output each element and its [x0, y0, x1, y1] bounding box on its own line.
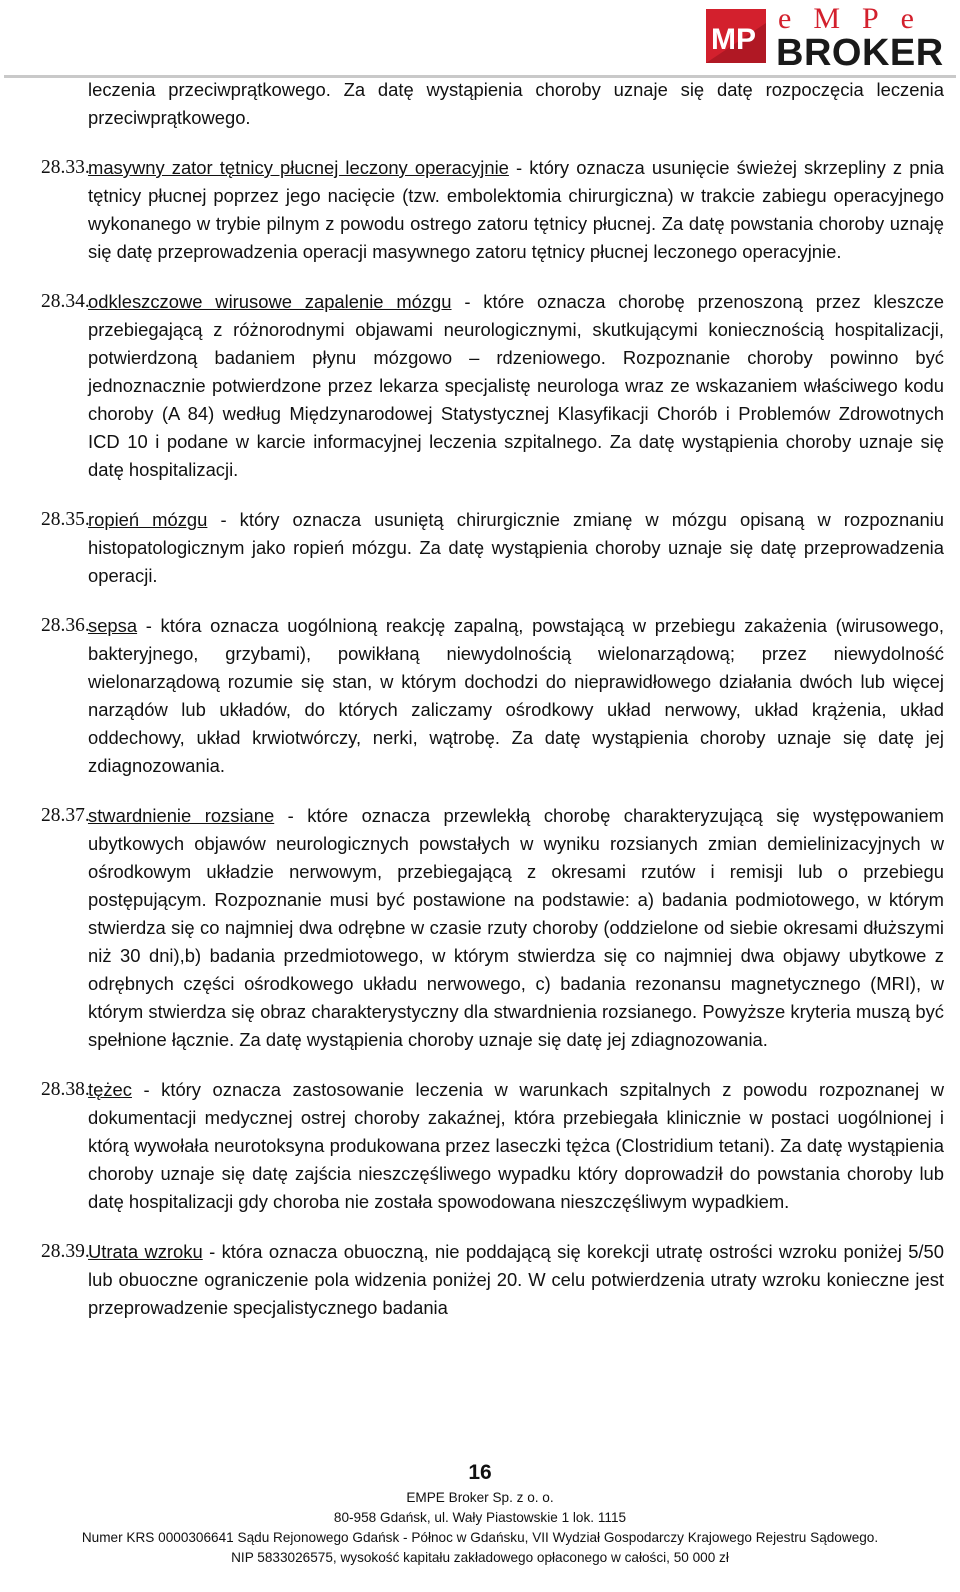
definition-number: 28.39.	[41, 1241, 90, 1262]
definition-number: 28.35.	[41, 509, 90, 530]
definition-term: Utrata wzroku	[88, 1241, 203, 1262]
page-number: 16	[468, 1461, 492, 1484]
definition-text: - który oznacza zastosowanie leczenia w warunkach szpitalnych z powodu rozpoznanej w dokumentacji medycznej ostrej choroby zakaźnej, która przebiegała klinicznie w postaci uogólnionej i którą wywołała neurotoksyna produkowana przez laseczki tężca (Clostridium tetani). Za datę wystąpienia choroby uznaje się datę zajścia nieszczęśliwego wypadku który doprowadził do powstania choroby lub datę hospitalizacji gdy choroba nie została spowodowana nieszczęśliwym wypadkiem.	[88, 1079, 944, 1212]
definition-text: - która oznacza uogólnioną reakcję zapalną, powstającą w przebiegu zakażenia (wirusowego, bakteryjnego, grzybami), powikłaną niewydolnością wielonarządową; przez niewydolność wielonarządową rozumie się stan, w którym dochodzi do nieprawidłowego działania dwóch lub więcej narządów lub układów, do których zaliczamy ośrodkowy układ nerwowy, układ krążenia, układ oddechowy, układ krwiotwórczy, nerki, wątrobę. Za datę wystąpienia choroby uznaje się datę jej zdiagnozowania.	[88, 615, 944, 776]
footer-registry: Numer KRS 0000306641 Sądu Rejonowego Gdańsk - Północ w Gdańsku, VII Wydział Gospodarczy Krajowego Rejestru Sądowego.	[81, 1530, 879, 1545]
carryover-paragraph: leczenia przeciwprątkowego. Za datę wystąpienia choroby uznaje się datę rozpoczęcia leczenia przeciwprątkowego.	[88, 79, 944, 128]
definition-item	[0, 1238, 960, 1322]
definition-number: 28.38.	[41, 1079, 90, 1100]
company-logo	[706, 2, 954, 74]
definition-text: - który oznacza usuniętą chirurgicznie zmianę w mózgu opisaną w rozpoznaniu histopatologicznym jako ropień mózgu. Za datę wystąpienia choroby uznaje się datę przeprowadzenia operacji.	[88, 509, 944, 586]
definition-number: 28.36.	[41, 615, 90, 636]
definition-term: tężec	[88, 1079, 132, 1100]
svg-text:MP: MP	[711, 23, 756, 56]
definition-term: odkleszczowe wirusowe zapalenie mózgu	[88, 291, 452, 312]
page-footer	[0, 1458, 960, 1568]
definition-term: ropień mózgu	[88, 509, 208, 530]
definition-number: 28.33.	[41, 157, 90, 178]
empe-logo-badge-icon	[706, 9, 766, 63]
definition-number: 28.37.	[41, 805, 90, 826]
definition-term: masywny zator tętnicy płucnej leczony operacyjnie	[88, 157, 509, 178]
logo-bottom-text: BROKER	[776, 32, 944, 74]
logo-top-text: eMPe	[778, 2, 936, 35]
footer-address: 80-958 Gdańsk, ul. Wały Piastowskie 1 lok. 1115	[333, 1510, 627, 1525]
definition-text: - które oznacza chorobę przenoszoną przez kleszcze przebiegającą z różnorodnymi objawami neurologicznymi, skutkującymi koniecznością hospitalizacji, potwierdzoną badaniem płynu mózgowo – rdzeniowego. Rozpoznanie choroby powinno być jednoznacznie potwierdzone przez lekarza specjalistę neurologa wraz ze wskazaniem właściwego kodu choroby (A 84) według Międzynarodowej Statystycznej Klasyfikacji Chorób i Problemów Zdrowotnych ICD 10 i podane w karcie informacyjnej leczenia szpitalnego. Za datę wystąpienia choroby uznaje się datę hospitalizacji.	[88, 291, 945, 480]
definition-item	[0, 802, 960, 1054]
definition-item	[0, 154, 960, 266]
definition-text: - która oznacza obuoczną, nie poddającą się korekcji utratę ostrości wzroku poniżej 5/50 lub obuoczne ograniczenie pola widzenia poniżej 20. W celu potwierdzenia utraty wzroku konieczne jest przeprowadzenie specjalistycznego badania	[88, 1241, 944, 1318]
definition-item	[0, 288, 960, 484]
footer-tax: NIP 5833026575, wysokość kapitału zakładowego opłaconego w całości, 50 000 zł	[231, 1550, 729, 1565]
definition-term: stwardnienie rozsiane	[88, 805, 275, 826]
definition-term: sepsa	[88, 615, 138, 636]
footer-company: EMPE Broker Sp. z o. o.	[406, 1490, 554, 1505]
definition-item	[0, 612, 960, 780]
definition-text: - które oznacza przewlekłą chorobę charakteryzującą się występowaniem ubytkowych objawów neurologicznych powstałych w wyniku rozsianych zmian demielinizacyjnych w ośrodkowym układzie nerwowym, przebiegającą z okresami rzutów i remisji lub o przebiegu postępującym. Rozpoznanie musi być postawione na podstawie: a) badania podmiotowego, w którym stwierdza się co najmniej dwa odrębne w czasie rzuty choroby (oddzielone od siebie okresami dłuższymi niż 30 dni),b) badania przedmiotowego, w którym stwierdza się co najmniej dwa objawy ubytkowe z odrębnych części ośrodkowego układu nerwowego, c) badania rezonansu magnetycznego (MRI), w którym stwierdza się obraz charakterystyczny dla stwardnienia rozsianego. Powyższe kryteria muszą być spełnione łącznie. Za datę wystąpienia choroby uznaje się datę jej zdiagnozowania.	[88, 805, 944, 1050]
definition-number: 28.34.	[41, 291, 90, 312]
document-body	[0, 76, 960, 1322]
definition-text: - który oznacza usunięcie świeżej skrzepliny z pnia tętnicy płucnej poprzez jego nacięcie (tzw. embolektomia chirurgiczna) w trakcie zabiegu operacyjnego wykonanego w trybie pilnym z powodu ostrego zatoru tętnicy płucnej. Za datę powstania choroby uznaję się datę przeprowadzenia operacji masywnego zatoru tętnicy płucnej leczonego operacyjnie.	[88, 157, 944, 262]
definition-item	[0, 1076, 960, 1216]
definition-item	[0, 506, 960, 590]
